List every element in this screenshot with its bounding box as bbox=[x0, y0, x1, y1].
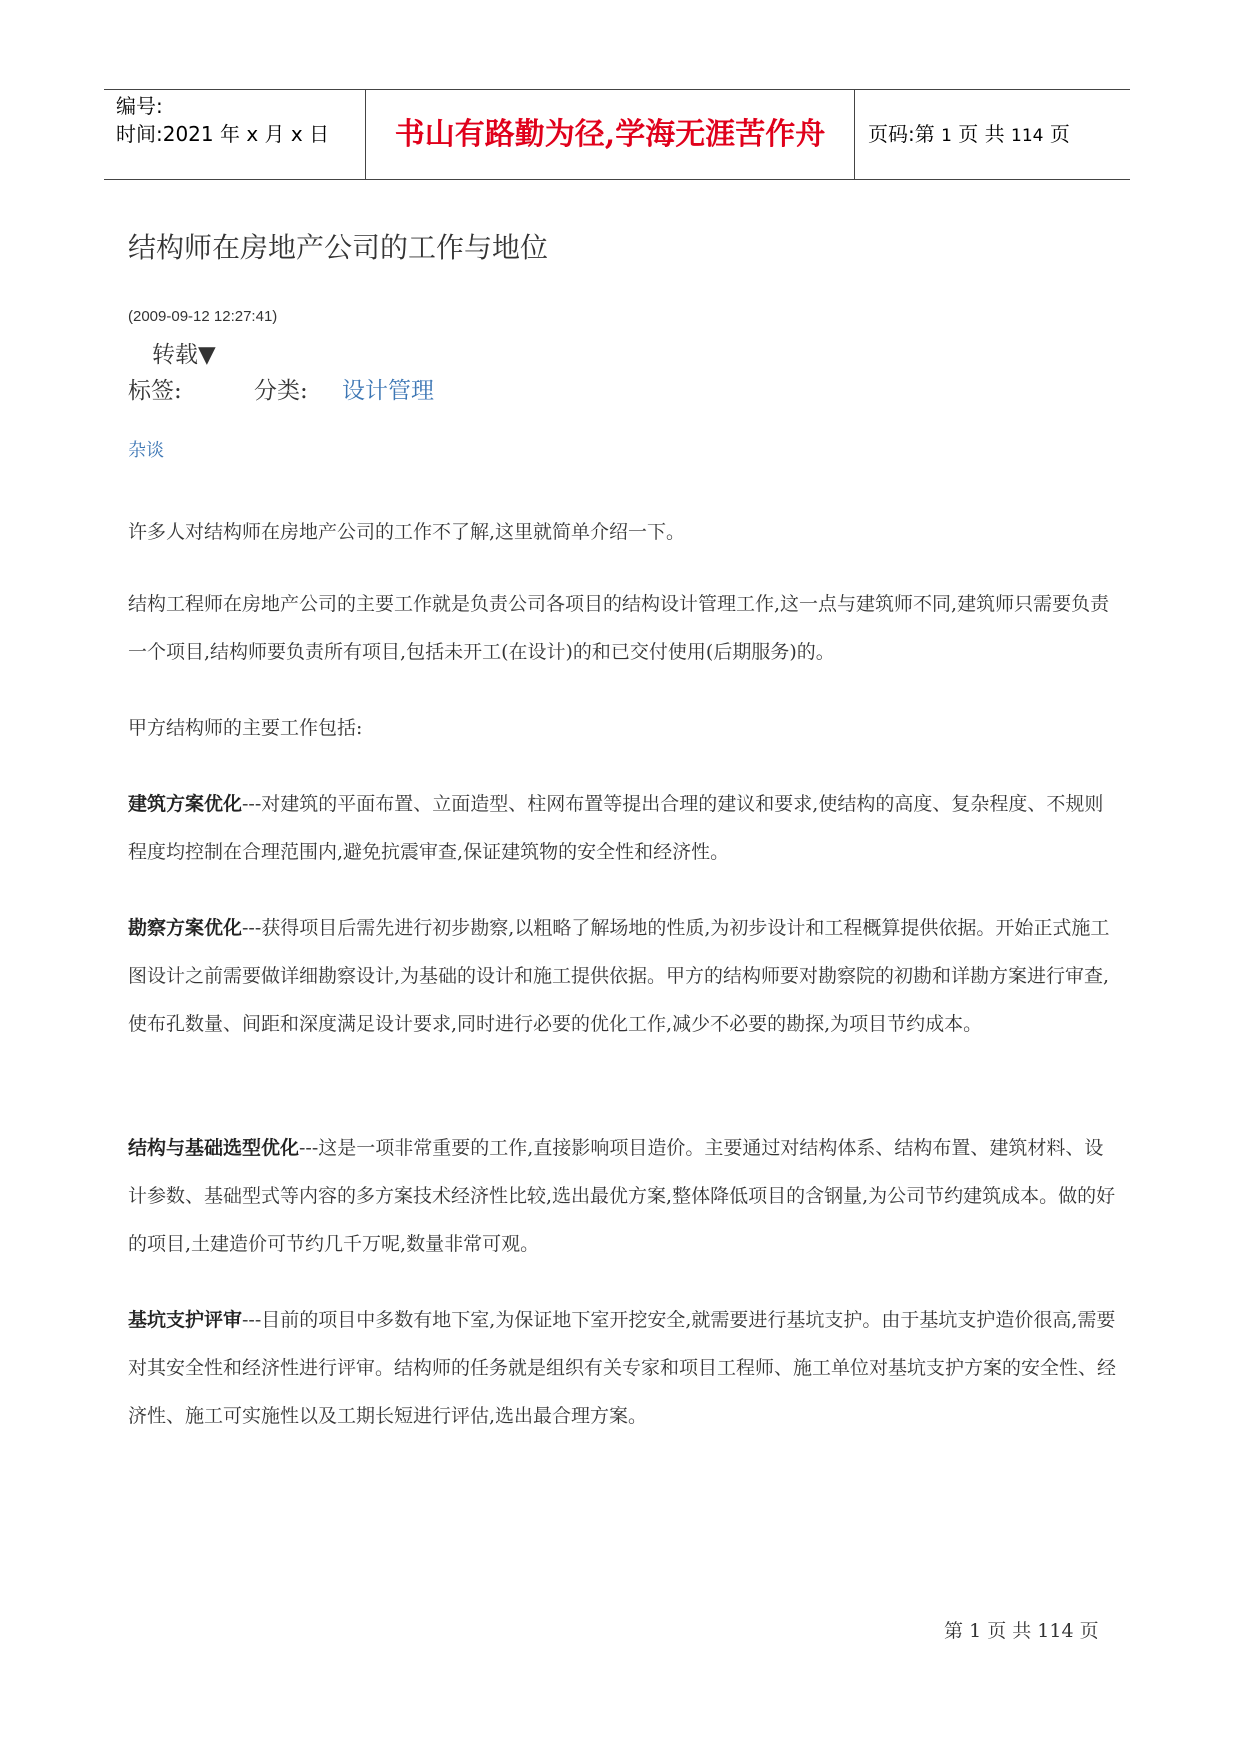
paragraph-heading: 建筑方案优化 bbox=[128, 793, 243, 815]
paragraph-text: ---这是一项非常重要的工作,直接影响项目造价。主要通过对结构体系、结构布置、建筑材料、设计参数、基础型式等内容的多方案技术经济性比较,选出最优方案,整体降低项目的含钢量,为公司节约建筑成本。做的好的项目,土建造价可节约几千万呢,数量非常可观。 bbox=[128, 1137, 1116, 1255]
footer-current: 1 bbox=[969, 1620, 982, 1642]
document-header bbox=[104, 89, 1130, 180]
page-label-mid: 页 共 bbox=[958, 122, 1005, 146]
repost-toggle[interactable]: 转载▼ bbox=[152, 342, 216, 368]
paragraph-text: ---对建筑的平面布置、立面造型、柱网布置等提出合理的建议和要求,使结构的高度、复杂程度、不规则程度均控制在合理范围内,避免抗震审查,保证建筑物的安全性和经济性。 bbox=[128, 793, 1104, 863]
paragraph-text: 许多人对结构师在房地产公司的工作不了解,这里就简单介绍一下。 bbox=[128, 521, 686, 543]
tags-label: 标签: bbox=[128, 378, 182, 404]
paragraph-text: 甲方结构师的主要工作包括: bbox=[128, 717, 363, 739]
paragraph-heading: 基坑支护评审 bbox=[128, 1309, 243, 1331]
tag-link[interactable]: 杂谈 bbox=[128, 440, 164, 461]
paragraph bbox=[128, 508, 1118, 556]
paragraph bbox=[128, 780, 1118, 876]
page-footer bbox=[944, 1616, 1099, 1643]
footer-prefix: 第 bbox=[944, 1620, 964, 1642]
tag-line bbox=[128, 372, 434, 405]
time-label: 时间:2021 年 x 月 x 日 bbox=[116, 122, 330, 146]
paragraph-heading: 结构与基础选型优化 bbox=[128, 1137, 300, 1159]
paragraph-text: 结构工程师在房地产公司的主要工作就是负责公司各项目的结构设计管理工作,这一点与建筑师不同,建筑师只需要负责一个项目,结构师要负责所有项目,包括未开工(在设计)的和已交付使用(后期服务)的。 bbox=[128, 593, 1110, 663]
header-left-cell bbox=[104, 90, 366, 179]
header-page-info bbox=[855, 90, 1130, 179]
footer-total: 114 bbox=[1037, 1620, 1074, 1642]
paragraph bbox=[128, 704, 1118, 752]
header-motto: 书山有路勤为径,学海无涯苦作舟 bbox=[366, 90, 855, 179]
paragraph-text: ---目前的项目中多数有地下室,为保证地下室开挖安全,就需要进行基坑支护。由于基坑支护造价很高,需要对其安全性和经济性进行评审。结构师的任务就是组织有关专家和项目工程师、施工单位对基坑支护方案的安全性、经济性、施工可实施性以及工期长短进行评估,选出最合理方案。 bbox=[128, 1309, 1117, 1427]
paragraph-heading: 勘察方案优化 bbox=[128, 917, 243, 939]
article-date: (2009-09-12 12:27:41) bbox=[128, 308, 278, 325]
paragraph-text: ---获得项目后需先进行初步勘察,以粗略了解场地的性质,为初步设计和工程概算提供依据。开始正式施工图设计之前需要做详细勘察设计,为基础的设计和施工提供依据。甲方的结构师要对勘察院的初勘和详勘方案进行审查,使布孔数量、间距和深度满足设计要求,同时进行必要的优化工作,减少不必要的勘探,为项目节约成本。 bbox=[128, 917, 1110, 1035]
serial-label: 编号: bbox=[116, 94, 163, 118]
footer-mid: 页 共 bbox=[987, 1620, 1032, 1642]
footer-suffix: 页 bbox=[1079, 1620, 1099, 1642]
page-label-prefix: 页码:第 bbox=[868, 122, 935, 146]
page-current: 1 bbox=[941, 126, 952, 146]
paragraph bbox=[128, 580, 1118, 676]
paragraph bbox=[128, 904, 1118, 1048]
page-total: 114 bbox=[1011, 126, 1044, 146]
paragraph bbox=[128, 1124, 1118, 1268]
category-link[interactable]: 设计管理 bbox=[342, 378, 434, 404]
category-label: 分类: bbox=[254, 378, 308, 404]
article-title: 结构师在房地产公司的工作与地位 bbox=[128, 231, 549, 264]
page-label-suffix: 页 bbox=[1049, 122, 1070, 146]
paragraph bbox=[128, 1296, 1118, 1440]
